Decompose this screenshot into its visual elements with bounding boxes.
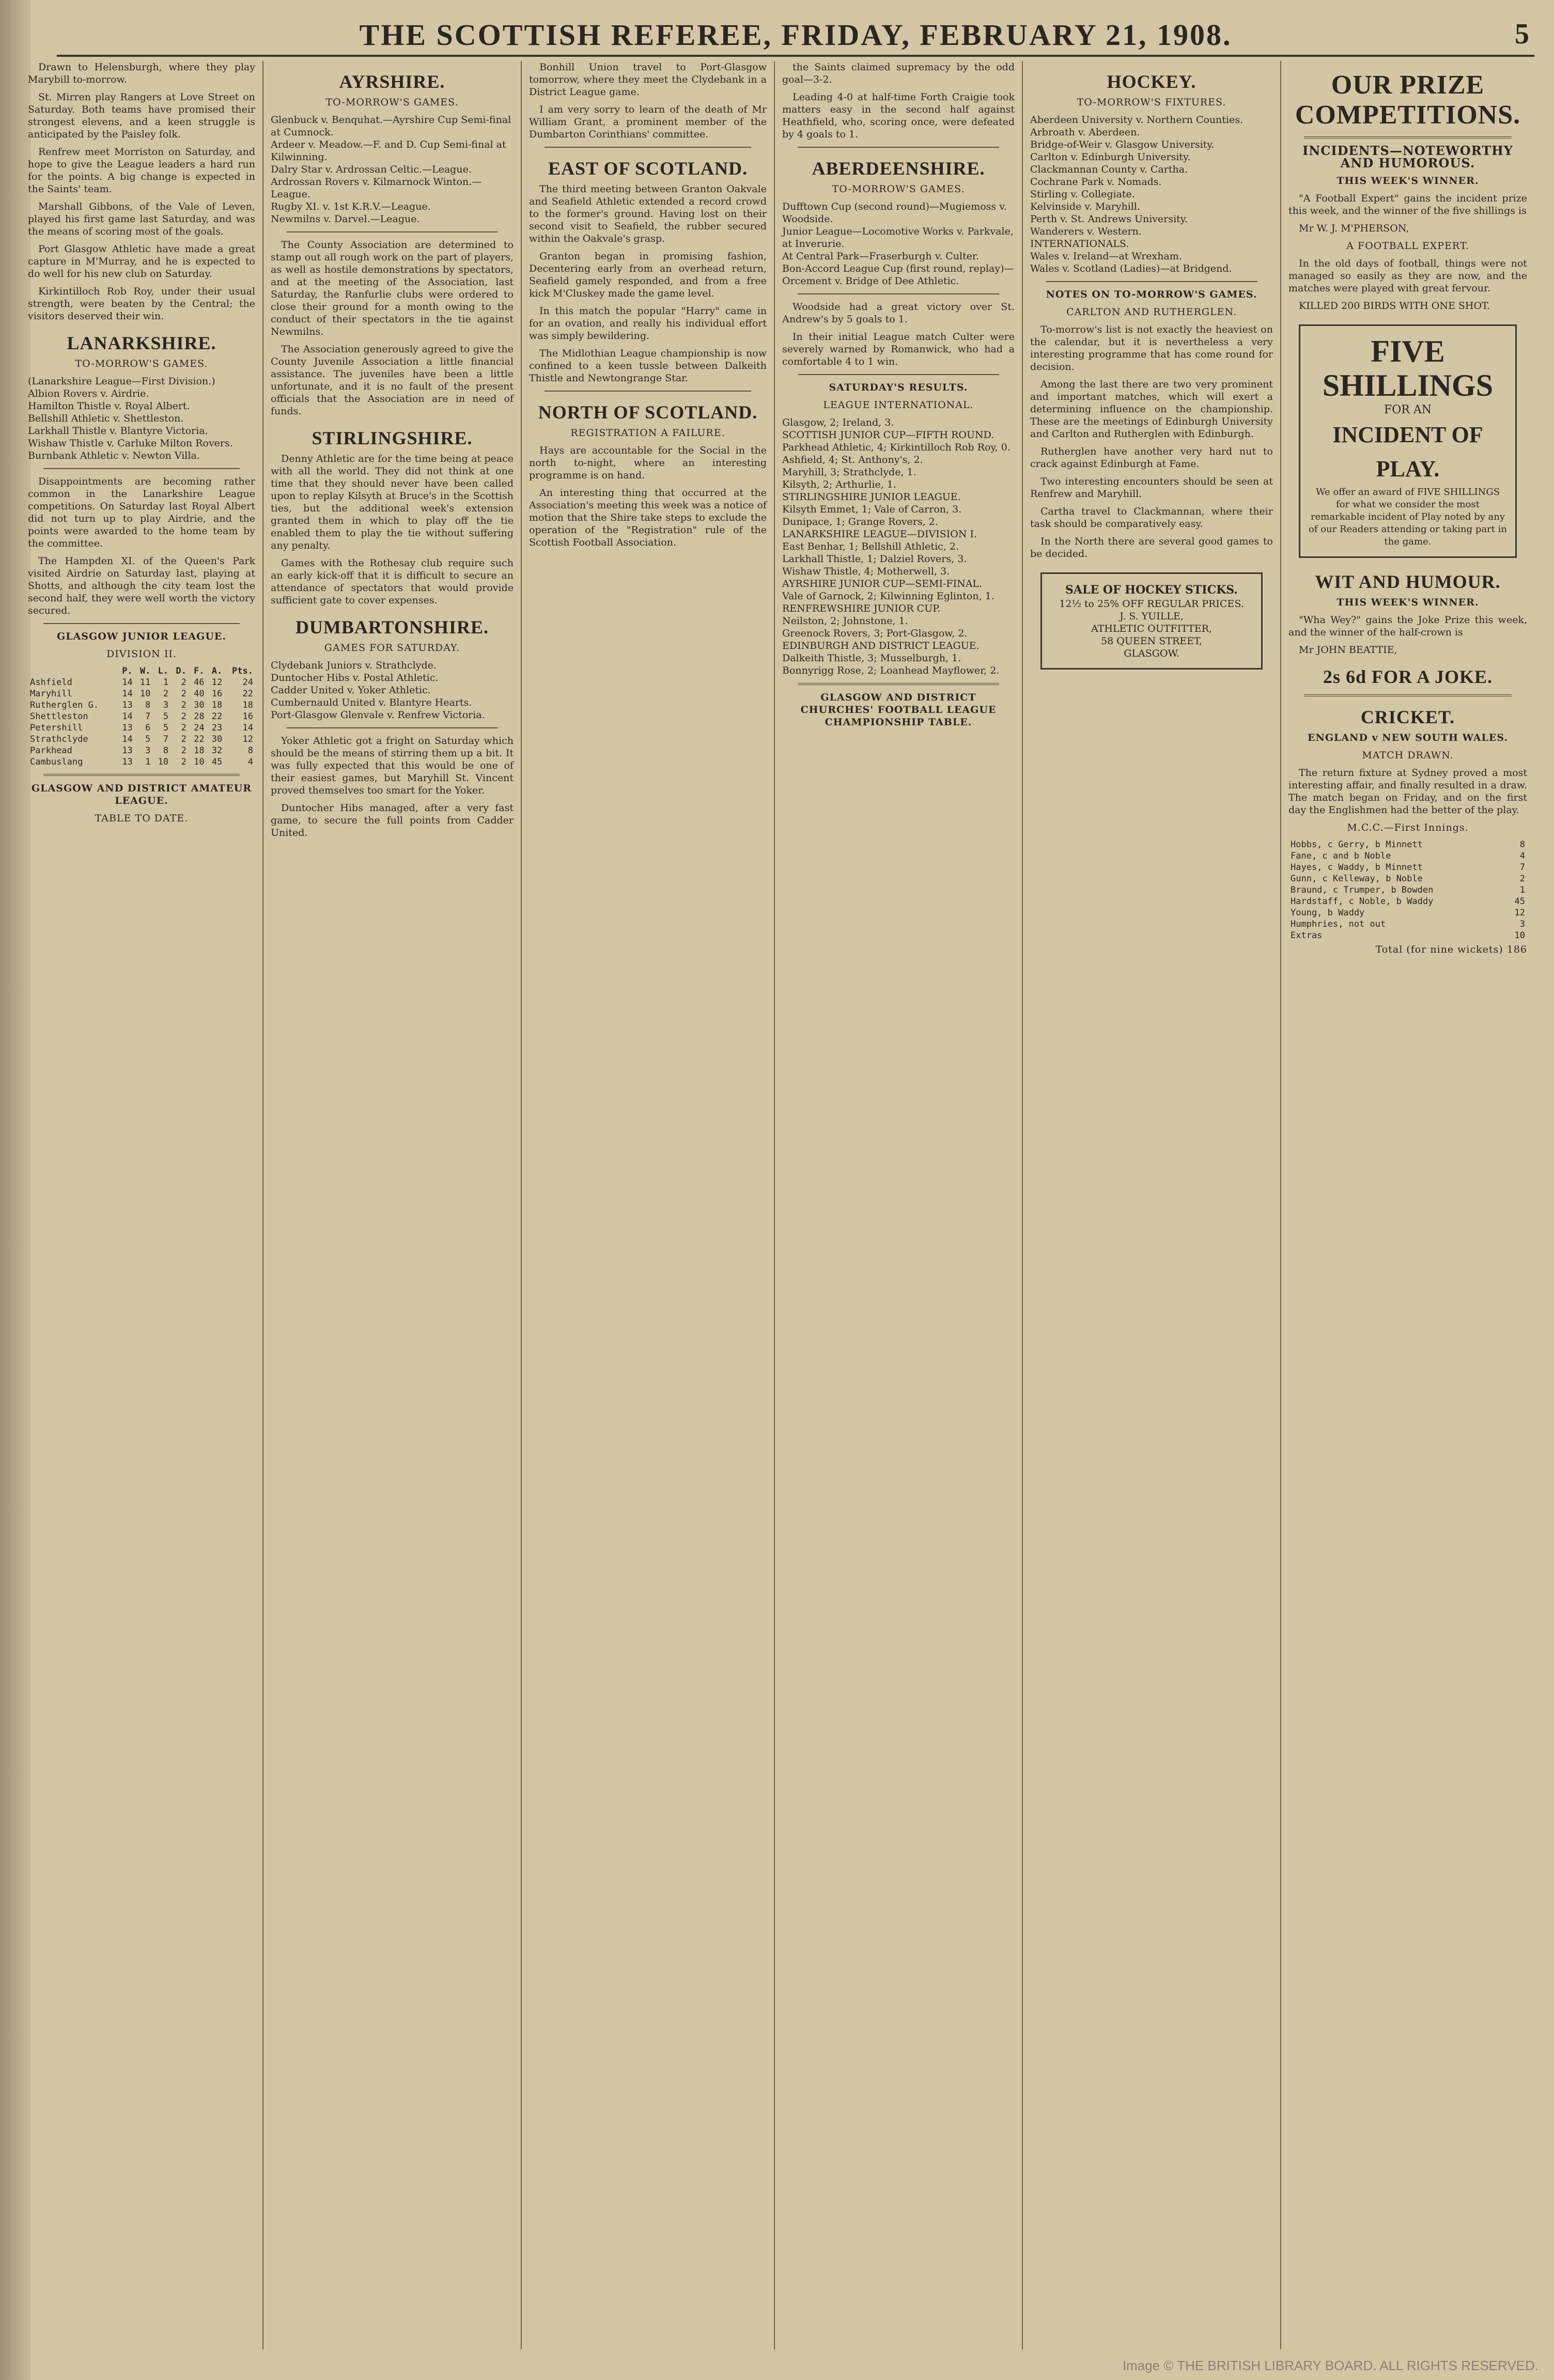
table-row	[1288, 862, 1527, 873]
paragraph: St. Mirren play Rangers at Love Street on Saturday. Both teams have promised their strongest elevens, and a keen struggle is anticipated by the Paisley folk.	[28, 91, 255, 140]
column-header: L.	[158, 666, 169, 676]
fixture-item: Burnbank Athletic v. Newton Villa.	[28, 450, 200, 461]
divider	[1046, 281, 1257, 282]
paragraph: Drawn to Helensburgh, where they play Marybill to-morrow.	[28, 61, 255, 85]
section-heading-east: EAST OF SCOTLAND.	[548, 158, 748, 179]
cricket-heading: CRICKET.	[1360, 707, 1455, 727]
table-row	[28, 677, 255, 688]
table-cell: 1	[163, 677, 169, 688]
column-5	[1023, 61, 1281, 2350]
paragraph: An interesting thing that occurred at the Association's meeting this week was a notice of motion that the Shire take steps to exclude the operation of the "Registration" rule of the Scottish Football Association.	[529, 487, 767, 548]
table-row	[28, 756, 255, 768]
table-row	[1288, 930, 1527, 941]
paragraph: The County Association are determined to stamp out all rough work on the part of players, as well as hostile demonstrations by spectators, and at the meeting of the Association, last Saturday, the Ranfurlie clubs were ordered to close their ground for a month owing to the conduct of their spectators in the tie against Newmilns.	[271, 239, 514, 337]
table-cell: 46	[194, 677, 205, 688]
paragraph: Games with the Rothesay club require such an early kick-off that it is difficult to secure an attendance of spectators that would provide sufficient gate to cover expenses.	[271, 557, 514, 606]
fixture-item: At Central Park—Fraserburgh v. Culter.	[782, 251, 980, 262]
table-cell: 18	[211, 700, 223, 710]
table-cell: Parkhead	[30, 745, 72, 756]
paragraph: The Association generously agreed to give the County Juvenile Association a little financial assistance. The juveniles have been a little unfortunate, and it is no fault of the present officials that the Association are in need of funds.	[271, 344, 514, 417]
table-row	[28, 734, 255, 745]
result-item: Dunipace, 1; Grange Rovers, 2.	[782, 516, 938, 527]
table-cell: 24	[242, 677, 253, 688]
paragraph: Mr JOHN BEATTIE,	[1299, 644, 1397, 656]
paragraph: "Wha Wey?" gains the Joke Prize this week, and the winner of the half-crown is	[1288, 614, 1527, 638]
paragraph: Mr W. J. M'PHERSON,	[1299, 223, 1409, 234]
table-cell: Rutherglen G.	[30, 700, 99, 710]
fixture-item: Wales v. Scotland (Ladies)—at Bridgend.	[1030, 263, 1232, 274]
table-cell: Gunn, c Kelleway, b Noble	[1291, 874, 1423, 884]
table-row	[28, 711, 255, 722]
fixture-item: Cochrane Park v. Nomads.	[1030, 176, 1162, 188]
divider	[286, 231, 498, 232]
fixture-item: Larkhall Thistle v. Blantyre Victoria.	[28, 425, 208, 437]
table-cell: 7	[145, 711, 151, 722]
advert-line: FOR AN	[1384, 403, 1432, 416]
top-paragraphs	[529, 61, 767, 141]
result-item: Kilsyth, 2; Arthurlie, 1.	[782, 479, 896, 490]
paragraph: Renfrew meet Morriston on Saturday, and hope to give the League leaders a hard run for the points. A big change is expected in the Saints' team.	[28, 146, 255, 195]
result-item: AYRSHIRE JUNIOR CUP—SEMI-FINAL.	[782, 578, 983, 589]
table-cell: Shettleston	[30, 711, 88, 722]
table-cell: 2	[1519, 874, 1525, 884]
table-cell: 2	[181, 700, 187, 710]
section-heading-ayrshire: AYRSHIRE.	[339, 71, 445, 92]
table-cell: 12	[1514, 908, 1525, 918]
fixture-list	[271, 114, 514, 225]
churches-league-heading: GLASGOW AND DISTRICT CHURCHES' FOOTBALL LEAGUE CHAMPIONSHIP TABLE.	[800, 692, 997, 728]
fixture-item: Perth v. St. Andrews University.	[1030, 213, 1188, 225]
column-header: W.	[139, 666, 151, 676]
divider	[798, 683, 999, 685]
league-table	[28, 665, 255, 768]
result-item: Larkhall Thistle, 1; Dalziel Rovers, 3.	[782, 553, 967, 565]
north-paragraphs	[529, 444, 767, 549]
advert-subtitle: INCIDENT OF PLAY.	[1332, 422, 1483, 481]
masthead	[57, 14, 1534, 57]
cricket-subheading-2: MATCH DRAWN.	[1362, 750, 1454, 761]
result-item: LANARKSHIRE LEAGUE—DIVISION I.	[782, 528, 977, 540]
result-item: Maryhill, 3; Strathclyde, 1.	[782, 466, 916, 478]
fixture-item: Dufftown Cup (second round)—Mugiemoss v. Woodside.	[782, 201, 1007, 225]
table-row	[1288, 896, 1527, 907]
fixture-item: Dalry Star v. Ardrossan Celtic.—League.	[271, 164, 472, 175]
paragraph: Hays are accountable for the Social in the north to-night, where an interesting programme is on hand.	[529, 445, 767, 481]
wit-subheading: THIS WEEK'S WINNER.	[1337, 597, 1479, 608]
table-cell: 4	[247, 757, 253, 767]
image-credit: Image © THE BRITISH LIBRARY BOARD. ALL RIGHTS RESERVED.	[1122, 2358, 1539, 2373]
result-item: SCOTTISH JUNIOR CUP—FIFTH ROUND.	[782, 429, 994, 441]
table-cell: 4	[1519, 851, 1525, 861]
section-subheading: GAMES FOR SATURDAY.	[324, 642, 460, 654]
table-row	[28, 722, 255, 734]
expert-paragraphs	[1288, 257, 1527, 312]
table-cell: 22	[242, 689, 253, 699]
table-cell: 8	[247, 745, 253, 756]
column-header: D.	[176, 666, 187, 676]
fixture-item: Kelvinside v. Maryhill.	[1030, 201, 1140, 212]
fixture-item: Wishaw Thistle v. Carluke Milton Rovers.	[28, 438, 233, 449]
advert-line: 58 QUEEN STREET,	[1101, 635, 1202, 647]
aberdeenshire-paragraphs	[782, 301, 1015, 368]
divider	[43, 623, 240, 624]
fixture-item: Clydebank Juniors v. Strathclyde.	[271, 660, 437, 671]
notes-subheading: CARLTON AND RUTHERGLEN.	[1066, 306, 1237, 318]
column-3	[522, 61, 775, 2350]
fixture-item: Albion Rovers v. Airdrie.	[28, 388, 149, 399]
advert-line: 12½ to 25% OFF REGULAR PRICES.	[1059, 598, 1244, 610]
column-header: P.	[122, 666, 133, 676]
table-cell: 2	[181, 723, 187, 733]
table-cell: Maryhill	[30, 689, 72, 699]
table-cell: 11	[139, 677, 151, 688]
result-item: Vale of Garnock, 2; Kilwinning Eglinton, 1.	[782, 590, 994, 602]
table-cell: 32	[211, 745, 223, 756]
table-cell: 8	[163, 745, 169, 756]
table-cell: 14	[122, 711, 133, 722]
column-header: A.	[211, 666, 223, 676]
section-heading-dumbartonshire: DUMBARTONSHIRE.	[295, 617, 489, 637]
section-heading-lanarkshire: LANARKSHIRE.	[67, 333, 216, 353]
table-row	[1288, 839, 1527, 850]
result-item: Ashfield, 4; St. Anthony's, 2.	[782, 454, 923, 465]
wit-heading: WIT AND HUMOUR.	[1315, 571, 1501, 592]
table-cell: 1	[145, 757, 151, 767]
divider	[43, 468, 240, 469]
section-heading-stirlingshire: STIRLINGSHIRE.	[312, 428, 473, 448]
table-cell: Cambuslang	[30, 757, 83, 767]
result-item: Glasgow, 2; Ireland, 3.	[782, 417, 894, 428]
paragraph: Rutherglen have another very hard nut to crack against Edinburgh at Fame.	[1030, 446, 1273, 470]
page-number: 5	[1515, 18, 1529, 50]
advert-five-shillings	[1299, 324, 1517, 558]
section-subheading: TO-MORROW'S GAMES.	[325, 97, 459, 108]
divider	[545, 147, 751, 148]
paragraph: The return fixture at Sydney proved a most interesting affair, and finally resulted in a draw. The match began on Friday, and on the first day the Englishmen had the better of the play.	[1288, 767, 1527, 816]
table-cell: 10	[194, 757, 205, 767]
fixture-item: Wales v. Ireland—at Wrexham.	[1030, 251, 1182, 262]
columns	[21, 61, 1534, 2350]
table-cell: 13	[122, 723, 133, 733]
table-cell: Hobbs, c Gerry, b Minnett	[1291, 839, 1423, 850]
result-item: Greenock Rovers, 3; Port-Glasgow, 2.	[782, 628, 968, 639]
table-cell: 8	[1519, 839, 1525, 850]
advert-body: We offer an award of FIVE SHILLINGS for what we consider the most remarkable incident of Play noted by any of our Readers attending or taking part in the game.	[1309, 487, 1508, 547]
fixture-list	[271, 659, 514, 721]
paragraph: The Midlothian League championship is now confined to a keen tussle between Dalkeith Thistle and Newtongrange Star.	[529, 348, 767, 384]
fixture-item: Ardrossan Rovers v. Kilmarnock Winton.—League.	[271, 176, 482, 200]
divider	[798, 147, 999, 148]
fixture-item: Ardeer v. Meadow.—F. and D. Cup Semi-final at Kilwinning.	[271, 139, 506, 163]
divider	[1304, 136, 1512, 138]
result-item: Parkhead Athletic, 4; Kirkintilloch Rob Roy, 0.	[782, 442, 1011, 453]
paragraph: "A Football Expert" gains the incident prize this week, and the winner of the five shillings is	[1288, 193, 1527, 216]
fixture-item: Clackmannan County v. Cartha.	[1030, 164, 1188, 175]
column-4	[775, 61, 1023, 2350]
table-cell: 3	[1519, 919, 1525, 929]
fixture-item: Wanderers v. Western.	[1030, 226, 1142, 237]
advert-line: ATHLETIC OUTFITTER,	[1091, 623, 1213, 634]
table-cell: 13	[122, 700, 133, 710]
top-paragraphs	[782, 61, 1015, 141]
table-cell: 5	[145, 734, 151, 744]
fixture-item: Junior League—Locomotive Works v. Parkvale, at Inverurie.	[782, 226, 1014, 250]
notes-paragraphs	[1030, 323, 1273, 560]
east-paragraphs	[529, 183, 767, 384]
table-header-row	[28, 665, 255, 677]
fixture-list	[28, 375, 255, 462]
incidents-heading: INCIDENTS—NOTEWORTHY AND HUMOROUS.	[1302, 143, 1513, 170]
table-cell: 40	[194, 689, 205, 699]
table-cell: 13	[122, 757, 133, 767]
table-cell: Young, b Waddy	[1291, 908, 1365, 918]
league-heading: GLASGOW JUNIOR LEAGUE.	[56, 631, 227, 642]
result-item: RENFREWSHIRE JUNIOR CUP.	[782, 603, 941, 614]
divider	[1304, 694, 1512, 696]
table-cell: 14	[122, 734, 133, 744]
expert-heading: A FOOTBALL EXPERT.	[1346, 240, 1469, 252]
result-item: Bonnyrigg Rose, 2; Loanhead Mayflower, 2.	[782, 665, 1000, 676]
table-cell: 13	[122, 745, 133, 756]
paragraph: The Hampden XI. of the Queen's Park visited Airdrie on Saturday last, playing at Shotts, and although the city team lost the second half, they were well worth the victory secured.	[28, 555, 255, 616]
fixture-item: Newmilns v. Darvel.—League.	[271, 213, 420, 225]
fixture-item: Bridge-of-Weir v. Glasgow University.	[1030, 139, 1215, 150]
advert-lines	[1050, 598, 1253, 660]
result-item: Kilsyth Emmet, 1; Vale of Carron, 3.	[782, 504, 962, 515]
table-cell: 12	[242, 734, 253, 744]
section-heading-north: NORTH OF SCOTLAND.	[538, 402, 758, 423]
table-cell: 14	[242, 723, 253, 733]
paragraph: Denny Athletic are for the time being at peace with all the world. They did not think at one time that they should never have been called upon to replay Kilsyth at Bruce's in the Scottish ties, but the additional week's extension granted them in which to play off the tie enabled them to play the tie without suffering any penalty.	[271, 453, 514, 551]
paragraph: the Saints claimed supremacy by the odd goal—3-2.	[782, 61, 1015, 85]
table-row	[28, 699, 255, 711]
fixture-item: Bon-Accord League Cup (first round, replay)—Orcement v. Bridge of Dee Athletic.	[782, 263, 1014, 287]
result-item: EDINBURGH AND DISTRICT LEAGUE.	[782, 640, 980, 651]
table-cell: 23	[211, 723, 223, 733]
result-item: Neilston, 2; Johnstone, 1.	[782, 615, 908, 627]
cricket-subheading: ENGLAND v NEW SOUTH WALES.	[1307, 732, 1508, 743]
paragraph: Marshall Gibbons, of the Vale of Leven, played his first game last Saturday, and was the means of scoring most of the goals.	[28, 201, 255, 237]
divider	[798, 374, 999, 375]
result-item: STIRLINGSHIRE JUNIOR LEAGUE.	[782, 491, 961, 503]
table-cell: Humphries, not out	[1291, 919, 1386, 929]
table-cell: 14	[122, 677, 133, 688]
column-2	[263, 61, 522, 2350]
cricket-paragraphs	[1288, 767, 1527, 816]
fixture-item: Port-Glasgow Glenvale v. Renfrew Victoria.	[271, 709, 485, 721]
notes-heading: NOTES ON TO-MORROW'S GAMES.	[1046, 289, 1257, 300]
table-cell: Ashfield	[30, 677, 72, 688]
section-subheading: TO-MORROW'S GAMES.	[832, 183, 965, 195]
fixture-item: Glenbuck v. Benquhat.—Ayrshire Cup Semi-final at Cumnock.	[271, 114, 511, 138]
stirlingshire-paragraphs	[271, 453, 514, 606]
paragraph: Woodside had a great victory over St. Andrew's by 5 goals to 1.	[782, 301, 1015, 325]
paragraph: KILLED 200 BIRDS WITH ONE SHOT.	[1299, 300, 1490, 312]
paragraph: To-morrow's list is not exactly the heaviest on the calendar, but it is nevertheless a very interesting programme that has come round for decision.	[1030, 324, 1273, 372]
advert-line: J. S. YUILLE,	[1120, 611, 1184, 622]
column-header	[28, 665, 117, 677]
amateur-heading: GLASGOW AND DISTRICT AMATEUR LEAGUE.	[31, 783, 252, 806]
table-cell: 3	[163, 700, 169, 710]
table-cell: 30	[194, 700, 205, 710]
advert-hockey-sticks	[1040, 572, 1263, 670]
divider	[545, 391, 751, 392]
fixture-item: Aberdeen University v. Northern Counties.	[1030, 114, 1244, 126]
divider	[43, 774, 240, 776]
section-heading-hockey: HOCKEY.	[1107, 71, 1196, 92]
section-subheading: REGISTRATION A FAILURE.	[570, 427, 725, 439]
paragraph: Kirkintilloch Rob Roy, under their usual strength, were beaten by the Central; the visitors deserved their win.	[28, 286, 255, 322]
fixture-list	[782, 200, 1015, 287]
table-cell: Petershill	[30, 723, 83, 733]
table-cell: 16	[211, 689, 223, 699]
fixture-item: Bellshill Athletic v. Shettleston.	[28, 413, 184, 424]
table-cell: 45	[211, 757, 223, 767]
table-cell: 45	[1514, 896, 1525, 907]
fixture-item: INTERNATIONALS.	[1030, 238, 1129, 250]
result-item: East Benhar, 1; Bellshill Athletic, 2.	[782, 541, 959, 552]
table-cell: 7	[1519, 862, 1525, 873]
table-cell: 24	[194, 723, 205, 733]
paragraph: Bonhill Union travel to Port-Glasgow tomorrow, where they meet the Clydebank in a District League game.	[529, 61, 767, 98]
paragraph: In their initial League match Culter were severely warned by Romanwick, who had a comfortable 4 to 1 win.	[782, 331, 1015, 367]
section-subheading: TO-MORROW'S FIXTURES.	[1077, 97, 1226, 108]
table-row	[1288, 919, 1527, 930]
paragraph: In this match the popular "Harry" came in for an ovation, and really his individual effort was simply bewildering.	[529, 305, 767, 341]
prize-competitions-heading: OUR PRIZE COMPETITIONS.	[1295, 70, 1521, 130]
table-cell: Fane, c and b Noble	[1291, 851, 1391, 861]
paragraph: The third meeting between Granton Oakvale and Seafield Athletic extended a record crowd to the former's ground. Having lost on their second visit to Seafield, the rubber secured within the Oakvale's grasp.	[529, 183, 767, 244]
table-cell: Hardstaff, c Noble, b Waddy	[1291, 896, 1434, 907]
paragraph: Leading 4-0 at half-time Forth Craigie took matters easy in the second half against Heathfield, who, scoring once, were defeated by 4 goals to 1.	[782, 91, 1015, 140]
table-cell: Hayes, c Waddy, b Minnett	[1291, 862, 1423, 873]
table-row	[28, 688, 255, 699]
scores-heading: M.C.C.—First Innings.	[1347, 822, 1469, 833]
fixture-item: Cumbernauld United v. Blantyre Hearts.	[271, 697, 472, 708]
table-cell: 16	[242, 711, 253, 722]
table-cell: 2	[163, 689, 169, 699]
newspaper-title: THE SCOTTISH REFEREE, FRIDAY, FEBRUARY 21, 1908.	[359, 18, 1232, 52]
paragraph: Port Glasgow Athletic have made a great capture in M'Murray, and he is expected to do well for his new club on Saturday.	[28, 243, 255, 279]
fixture-item: Arbroath v. Aberdeen.	[1030, 127, 1140, 138]
scores-total: Total (for nine wickets) 186	[1375, 944, 1527, 955]
table-cell: 22	[211, 711, 223, 722]
paragraph: Among the last there are two very prominent and important matches, which will exert a determining influence on the championship. These are the meetings of Edinburgh University and Carlton and Rutherglen with Edinburgh.	[1030, 379, 1273, 440]
paragraph: Duntocher Hibs managed, after a very fast game, to secure the full points from Cadder United.	[271, 802, 514, 838]
table-cell: 2	[181, 745, 187, 756]
joke-advert-heading: 2s 6d FOR A JOKE.	[1323, 666, 1493, 687]
winner-paragraphs	[1288, 192, 1527, 235]
table-cell: 5	[163, 723, 169, 733]
results-list	[782, 416, 1015, 677]
table-cell: Extras	[1291, 930, 1323, 941]
fixture-item: Stirling v. Collegiate.	[1030, 189, 1135, 200]
table-cell: 2	[181, 677, 187, 688]
table-cell: 2	[181, 734, 187, 744]
table-row	[1288, 873, 1527, 884]
advert-title: FIVE SHILLINGS	[1322, 334, 1494, 402]
fixture-item: Cadder United v. Yoker Athletic.	[271, 685, 431, 696]
table-cell: 6	[145, 723, 151, 733]
fixture-item: Duntocher Hibs v. Postal Athletic.	[271, 672, 439, 683]
advert-line: GLASGOW.	[1124, 648, 1179, 659]
column-1	[21, 61, 263, 2350]
table-cell: Strathclyde	[30, 734, 88, 744]
column-header: Pts.	[232, 666, 253, 676]
paragraph: In the old days of football, things were not managed so easily as they are now, and the matches were played with great fervour.	[1288, 258, 1527, 294]
dumbartonshire-paragraphs	[271, 735, 514, 839]
advert-heading: SALE OF HOCKEY STICKS.	[1065, 583, 1238, 597]
table-cell: 1	[1519, 885, 1525, 895]
paragraph: Cartha travel to Clackmannan, where their task should be comparatively easy.	[1030, 506, 1273, 530]
lanarkshire-paragraphs	[28, 475, 255, 617]
paragraph: Two interesting encounters should be seen at Renfrew and Maryhill.	[1030, 476, 1273, 500]
divider	[286, 727, 498, 728]
table-row	[1288, 907, 1527, 919]
intro-paragraphs	[28, 61, 255, 322]
paragraph: Disappointments are becoming rather common in the Lanarkshire League competitions. On Saturday last Royal Albert did not turn up to play Airdrie, and the points were awarded to the home team by the committee.	[28, 476, 255, 549]
table-cell: 5	[163, 711, 169, 722]
table-row	[1288, 884, 1527, 896]
amateur-subheading: TABLE TO DATE.	[95, 813, 189, 824]
results-heading: SATURDAY'S RESULTS.	[829, 382, 968, 393]
table-row	[28, 745, 255, 756]
table-cell: 10	[1514, 930, 1525, 941]
result-item: Dalkeith Thistle, 3; Musselburgh, 1.	[782, 652, 961, 664]
fixture-item: Hamilton Thistle v. Royal Albert.	[28, 400, 190, 412]
winner-heading: THIS WEEK'S WINNER.	[1337, 175, 1479, 186]
table-cell: 28	[194, 711, 205, 722]
table-cell: 22	[194, 734, 205, 744]
section-heading-aberdeenshire: ABERDEENSHIRE.	[812, 158, 985, 179]
scorecard	[1288, 839, 1527, 941]
table-cell: 18	[194, 745, 205, 756]
table-cell: 7	[163, 734, 169, 744]
table-cell: 12	[211, 677, 223, 688]
column-6	[1281, 61, 1534, 2350]
table-cell: 8	[145, 700, 151, 710]
table-cell: 10	[139, 689, 151, 699]
results-subheading: LEAGUE INTERNATIONAL.	[823, 399, 974, 411]
result-item: Wishaw Thistle, 4; Motherwell, 3.	[782, 566, 950, 577]
ayrshire-paragraphs	[271, 239, 514, 417]
table-cell: 2	[181, 757, 187, 767]
paragraph: Yoker Athletic got a fright on Saturday which should be the means of stirring them up a bit. It was fully expected that this would be one of their easiest games, but Maryhill St. Vincent proved themselves too smart for the Yoker.	[271, 735, 514, 796]
paragraph: I am very sorry to learn of the death of Mr William Grant, a prominent member of the Dumbarton Corinthians' committee.	[529, 104, 767, 140]
wit-paragraphs	[1288, 614, 1527, 656]
table-cell: 2	[181, 711, 187, 722]
table-cell: 30	[211, 734, 223, 744]
table-row	[1288, 850, 1527, 862]
table-cell: 18	[242, 700, 253, 710]
divider	[798, 293, 999, 294]
column-header: F.	[194, 666, 205, 676]
fixture-item: (Lanarkshire League—First Division.)	[28, 376, 215, 387]
paragraph: In the North there are several good games to be decided.	[1030, 536, 1273, 559]
table-cell: 10	[158, 757, 169, 767]
fixture-list	[1030, 114, 1273, 275]
table-cell: 2	[181, 689, 187, 699]
section-subheading: TO-MORROW'S GAMES.	[75, 358, 208, 369]
table-cell: Braund, c Trumper, b Bowden	[1291, 885, 1434, 895]
paragraph: Granton began in promising fashion, Decentering early from an overhead return, Seafield gamely responded, and from a free kick M'Cluskey made the game level.	[529, 251, 767, 299]
league-subheading: DIVISION II.	[106, 648, 177, 660]
fixture-item: Carlton v. Edinburgh University.	[1030, 151, 1191, 163]
table-cell: 3	[145, 745, 151, 756]
fixture-item: Rugby XI. v. 1st K.R.V.—League.	[271, 201, 431, 212]
table-cell: 14	[122, 689, 133, 699]
